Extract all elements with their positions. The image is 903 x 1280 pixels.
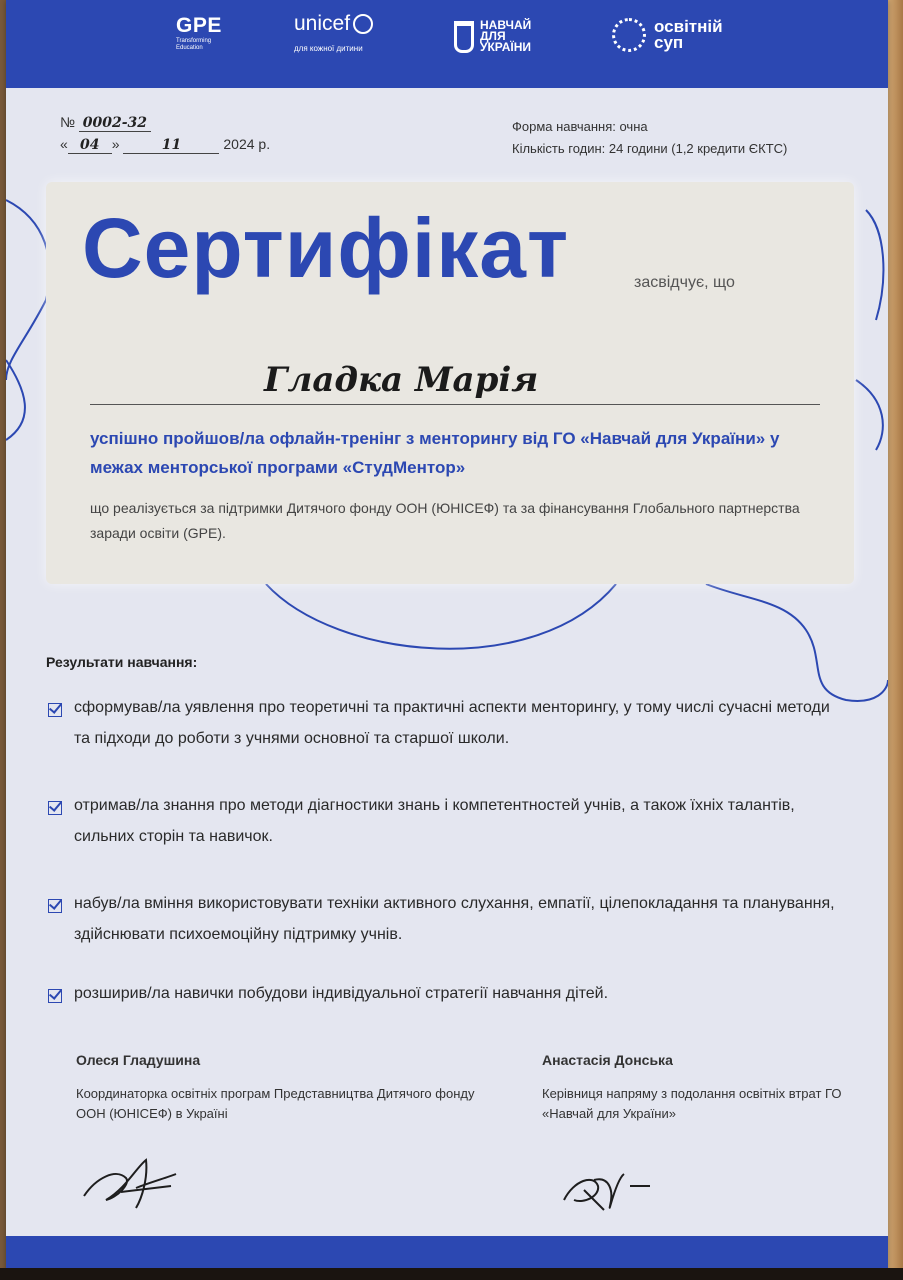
- gpe-logo-name: GPE: [176, 14, 222, 37]
- certificate-meta-left: № 0002-32 « 04 » 11 2024 р.: [60, 114, 271, 153]
- checkbox-checked-icon: [48, 989, 62, 1003]
- result-item: [48, 984, 848, 1009]
- study-hours: Кількість годин: 24 години (1,2 кредити ЄКТС): [512, 141, 788, 156]
- footer-band: [6, 1236, 888, 1272]
- signer-right-name: Анастасія Донська: [542, 1052, 673, 1068]
- ndu-line-3: УКРАЇНИ: [480, 40, 532, 54]
- os-line-2: суп: [654, 33, 684, 52]
- support-text: що реалізується за підтримки Дитячого фонду ООН (ЮНІСЕФ) та за фінансування Глобального партнерства заради освіти (GPE).: [90, 500, 800, 541]
- os-line-1: освітній: [654, 17, 723, 36]
- checkbox-checked-icon: [48, 703, 62, 717]
- signer-right: [542, 1052, 862, 1124]
- signer-left-role: Координаторка освітніх програм Представництва Дитячого фонду ООН (ЮНІСЕФ) в Україні: [76, 1086, 475, 1121]
- checkbox-checked-icon: [48, 899, 62, 913]
- result-text: сформував/ла уявлення про теоретичні та практичні аспекти менторингу, у тому числі сучасні методи та підходи до роботи з учнями основної та старшої школи.: [74, 699, 830, 747]
- signer-right-role: Керівниця напряму з подолання освітніх втрат ГО «Навчай для України»: [542, 1086, 842, 1121]
- unicef-logo-name: unicef: [294, 12, 351, 35]
- checkbox-checked-icon: [48, 801, 62, 815]
- date-year: 2024 р.: [223, 136, 271, 152]
- ndu-line-2: ДЛЯ: [480, 29, 506, 43]
- form-of-study: Форма навчання: очна: [512, 119, 648, 134]
- name-underline: [90, 404, 820, 405]
- result-item: [48, 698, 848, 754]
- number-prefix: №: [60, 114, 76, 130]
- result-text: розширив/ла навички побудови індивідуальної стратегії навчання дітей.: [74, 985, 609, 1002]
- result-item: [48, 796, 848, 852]
- certificate-title: Сертифікат: [82, 201, 570, 295]
- date-day: 04: [68, 137, 112, 154]
- signature-right: [554, 1160, 674, 1230]
- certificate-meta-right: [512, 116, 787, 160]
- certificate-paper: [6, 0, 888, 1272]
- gpe-tagline-1: Transforming: [176, 38, 212, 44]
- unicef-tagline: для кожної дитини: [294, 44, 363, 53]
- ndu-line-1: НАВЧАЙ: [480, 18, 532, 32]
- result-item: [48, 894, 848, 950]
- signer-left: [76, 1052, 476, 1124]
- table-edge: [0, 1268, 903, 1280]
- date-month: 11: [123, 137, 219, 154]
- signer-left-name: Олеся Гладушина: [76, 1052, 201, 1068]
- certificate-panel: [46, 182, 854, 584]
- main-text: успішно пройшов/ла офлайн-тренінг з менторингу від ГО «Навчай для України» у межах менторської програми «СтудМентор»: [90, 429, 780, 477]
- signature-left: [76, 1148, 196, 1218]
- gpe-tagline-2: Education: [176, 45, 203, 51]
- results-title: Результати навчання:: [46, 654, 198, 670]
- result-text: отримав/ла знання про методи діагностики знань і компетентностей учнів, а також їхніх талантів, сильних сторін та навичок.: [74, 797, 795, 845]
- result-text: набув/ла вміння використовувати техніки активного слухання, емпатії, цілепокладання та планування, здійснювати психоемоційну підтримку учнів.: [74, 895, 835, 943]
- certificate-number: 0002-32: [79, 115, 151, 132]
- recipient-name: Гладка Марія: [264, 360, 539, 400]
- certifies-text: засвідчує, що: [634, 274, 735, 291]
